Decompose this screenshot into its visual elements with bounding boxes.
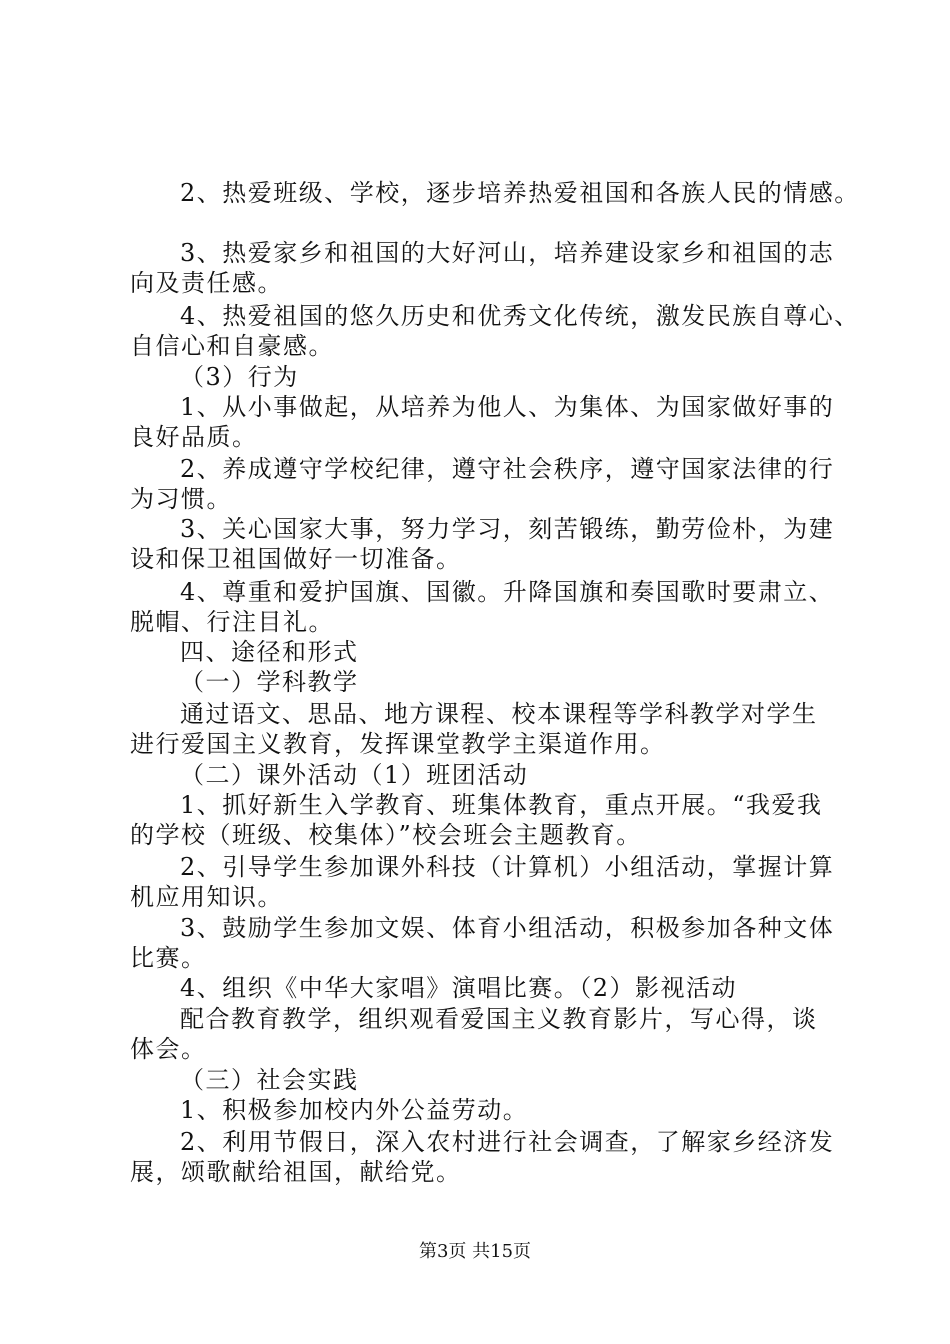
paragraph-line: 良好品质。	[130, 423, 258, 451]
paragraph-line: 进行爱国主义教育，发挥课堂教学主渠道作用。	[130, 730, 666, 758]
paragraph-line: 1、积极参加校内外公益劳动。	[180, 1096, 529, 1124]
page-number-footer: 第3页 共15页	[418, 1241, 532, 1262]
section-heading: （二）课外活动（1）班团活动	[180, 761, 529, 789]
paragraph-line: 为习惯。	[130, 485, 232, 513]
paragraph-line: 自信心和自豪感。	[130, 332, 334, 360]
paragraph-line: 2、热爱班级、学校，逐步培养热爱祖国和各族人民的情感。	[180, 179, 860, 207]
paragraph-line: 4、尊重和爱护国旗、国徽。升降国旗和奏国歌时要肃立、	[180, 578, 835, 606]
paragraph-line: 配合教育教学，组织观看爱国主义教育影片，写心得，谈	[180, 1005, 818, 1033]
paragraph-line: 比赛。	[130, 944, 207, 972]
paragraph-line: 3、热爱家乡和祖国的大好河山，培养建设家乡和祖国的志	[180, 239, 835, 267]
paragraph-line: 体会。	[130, 1035, 207, 1063]
paragraph-line: 的学校（班级、校集体）”校会班会主题教育。	[130, 821, 642, 849]
paragraph-line: 向及责任感。	[130, 269, 283, 297]
paragraph-line: 3、关心国家大事，努力学习，刻苦锻练，勤劳俭朴，为建	[180, 515, 835, 543]
paragraph-line: 4、组织《中华大家唱》演唱比赛。（2）影视活动	[180, 974, 738, 1002]
paragraph-line: 4、热爱祖国的悠久历史和优秀文化传统，激发民族自尊心、	[180, 302, 860, 330]
paragraph-line: 2、养成遵守学校纪律，遵守社会秩序，遵守国家法律的行	[180, 455, 835, 483]
paragraph-line: 设和保卫祖国做好一切准备。	[130, 545, 462, 573]
paragraph-line: 展，颂歌献给祖国，献给党。	[130, 1158, 462, 1186]
section-heading: （3）行为	[180, 363, 299, 391]
section-heading: 四、途径和形式	[180, 638, 359, 666]
paragraph-line: 通过语文、思品、地方课程、校本课程等学科教学对学生	[180, 700, 818, 728]
paragraph-line: 2、引导学生参加课外科技（计算机）小组活动，掌握计算	[180, 853, 835, 881]
paragraph-line: 2、利用节假日，深入农村进行社会调查，了解家乡经济发	[180, 1128, 835, 1156]
paragraph-line: 1、从小事做起，从培养为他人、为集体、为国家做好事的	[180, 393, 835, 421]
paragraph-line: 脱帽、行注目礼。	[130, 608, 334, 636]
section-heading: （三）社会实践	[180, 1066, 359, 1094]
section-heading: （一）学科教学	[180, 668, 359, 696]
paragraph-line: 1、抓好新生入学教育、班集体教育，重点开展。“我爱我	[180, 791, 823, 819]
paragraph-line: 3、鼓励学生参加文娱、体育小组活动，积极参加各种文体	[180, 914, 835, 942]
paragraph-line: 机应用知识。	[130, 883, 283, 911]
